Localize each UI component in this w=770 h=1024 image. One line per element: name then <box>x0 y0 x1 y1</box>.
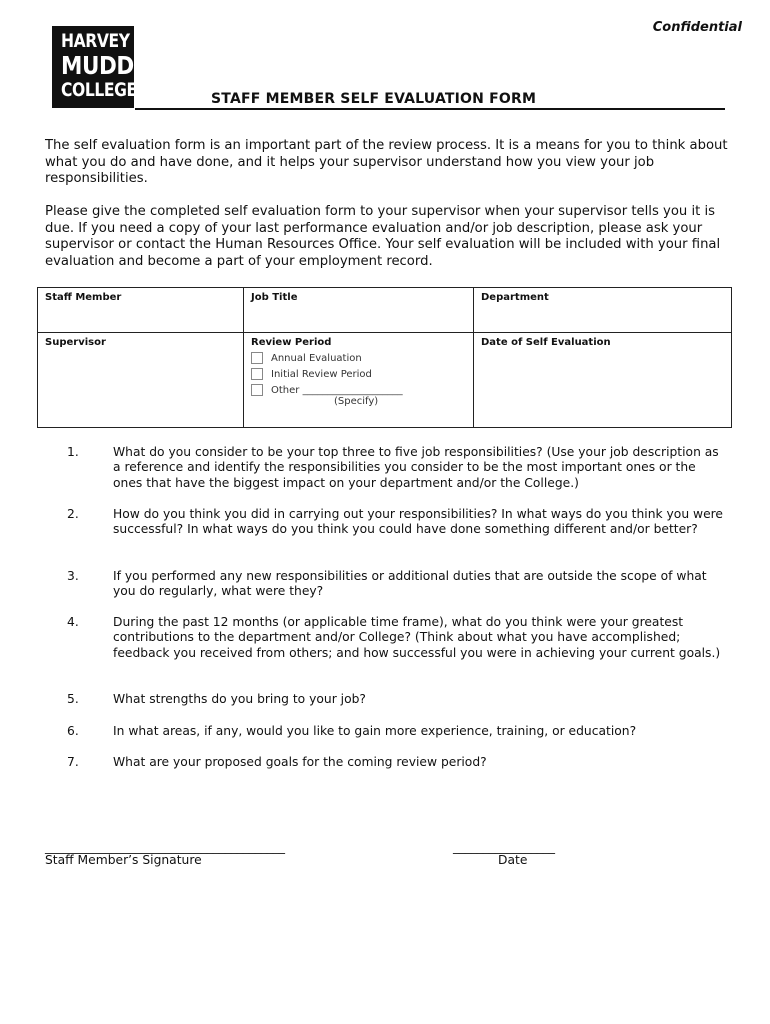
annual-evaluation-label: Annual Evaluation <box>271 352 362 364</box>
question-number: 1. <box>67 445 79 459</box>
question-1 <box>67 445 727 491</box>
question-number: 5. <box>67 692 79 706</box>
college-logo <box>52 26 137 108</box>
staff-signature-label: Staff Member’s Signature <box>45 853 202 867</box>
logo-line-2: MUDD <box>61 51 134 80</box>
intro-paragraph-2: Please give the completed self evaluation form to your supervisor when your supervisor tells you it is due. If you need a copy of your last performance evaluation and/or job description, please ask your supervisor or contact the Human Resources Office. Your self evaluation will be included with your final evaluation and become a part of your employment record. <box>45 204 721 269</box>
staff-member-label: Staff Member <box>45 292 122 303</box>
question-text: What are your proposed goals for the coming review period? <box>113 755 487 769</box>
annual-evaluation-checkbox[interactable] <box>251 352 263 364</box>
other-label: Other ____________________ <box>271 384 403 396</box>
question-2 <box>67 507 727 538</box>
other-option[interactable] <box>251 384 466 396</box>
question-number: 4. <box>67 615 79 629</box>
question-text: How do you think you did in carrying out your responsibilities? In what ways do you think you were successful? In what ways do you think you could have done something different and/or better? <box>113 507 723 537</box>
question-text: In what areas, if any, would you like to gain more experience, training, or education? <box>113 724 637 738</box>
question-number: 3. <box>67 569 79 583</box>
specify-hint: (Specify) <box>334 396 379 407</box>
question-4 <box>67 615 727 661</box>
logo-line-3: COLLEGE <box>61 79 137 101</box>
employee-info-table <box>37 287 732 428</box>
question-6 <box>67 724 727 739</box>
question-7 <box>67 755 727 770</box>
question-5 <box>67 692 727 707</box>
question-3 <box>67 569 727 600</box>
department-label: Department <box>481 292 549 303</box>
date-signature-line[interactable]: _________________ <box>453 840 555 854</box>
date-self-evaluation-label: Date of Self Evaluation <box>481 337 611 348</box>
initial-review-label: Initial Review Period <box>271 368 372 380</box>
review-period-cell <box>244 333 474 428</box>
question-number: 7. <box>67 755 79 769</box>
other-checkbox[interactable] <box>251 384 263 396</box>
form-title: STAFF MEMBER SELF EVALUATION FORM <box>211 91 537 107</box>
question-text: During the past 12 months (or applicable time frame), what do you think were your greatest contributions to the department and/or College? (Think about what you have accomplished; feedback you received from others; and how successful you were in achieving your current goals.) <box>113 615 721 660</box>
job-title-label: Job Title <box>251 292 298 303</box>
date-self-evaluation-cell[interactable] <box>474 333 732 428</box>
supervisor-cell[interactable] <box>38 333 244 428</box>
supervisor-label: Supervisor <box>45 337 106 348</box>
question-number: 2. <box>67 507 79 521</box>
logo-line-1: HARVEY <box>61 30 130 52</box>
title-underline <box>135 108 725 110</box>
question-number: 6. <box>67 724 79 738</box>
staff-signature-line[interactable]: ________________________________________ <box>45 840 285 854</box>
date-label: Date <box>498 853 528 867</box>
initial-review-option[interactable] <box>251 368 466 380</box>
department-cell[interactable] <box>474 288 732 333</box>
staff-member-cell[interactable] <box>38 288 244 333</box>
review-period-label: Review Period <box>251 337 332 348</box>
initial-review-checkbox[interactable] <box>251 368 263 380</box>
intro-paragraph-1: The self evaluation form is an important part of the review process. It is a means for you to think about what you do and have done, and it helps your supervisor understand how you view your job responsibilities. <box>45 138 728 186</box>
confidential-label: Confidential <box>652 20 742 35</box>
question-text: What do you consider to be your top three to five job responsibilities? (Use your job description as a reference and identify the responsibilities you consider to be the most important ones or the ones that have the biggest impact on your department and/or the College.) <box>113 445 719 490</box>
annual-evaluation-option[interactable] <box>251 352 466 364</box>
job-title-cell[interactable] <box>244 288 474 333</box>
question-text: If you performed any new responsibilities or additional duties that are outside the scope of what you do regularly, what were they? <box>113 569 707 599</box>
question-text: What strengths do you bring to your job? <box>113 692 366 706</box>
